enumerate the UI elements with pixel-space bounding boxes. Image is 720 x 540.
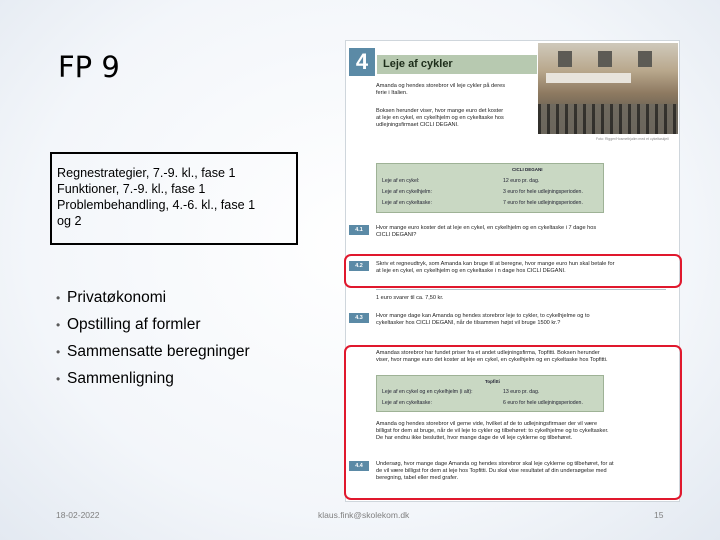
intro2-text (376, 108, 504, 130)
bullet-icon: • (56, 371, 61, 386)
topic-item (56, 338, 250, 365)
text-line: de vil være billigst for dem at leje hos Topfitti. Du skal vise resultatet af din undersøgelse med (376, 468, 607, 475)
table-cell: 12 euro pr. dag. (503, 178, 540, 184)
curriculum-line: Regnestrategier, 7.-9. kl., fase 1 (57, 166, 236, 180)
chapter-title: Leje af cykler (377, 55, 537, 74)
table-header: Topfitti (485, 379, 500, 384)
chapter-number: 4 (349, 48, 375, 76)
footer-email: klaus.fink@skolekom.dk (318, 510, 410, 520)
bikes-shape (538, 104, 678, 134)
text-line: at leje en cykel, en cykelhjelm og en cykeltaske hos (376, 115, 504, 122)
slide-title: FP 9 (58, 50, 120, 84)
text-line: beregning, tabel eller med grafer. (376, 475, 459, 482)
text-line: Skriv et regneudtryk, som Amanda kan bruge til at beregne, hvor mange euro hun skal betale for (376, 261, 615, 267)
question-text (376, 313, 590, 327)
question-number: 4.4 (349, 461, 369, 471)
text-line: billigst for dem at bruge, når de vil leje to cykler og tilbehøret: to cykelhjelme og to cykeltasker. (376, 428, 609, 435)
table-cell: Leje af en cykel og en cykelhjelm (i alt): (382, 389, 473, 395)
text-line: Amanda og hendes storebror vil gerne vide, hvilket af de to udlejningsfirmaer der vil være (376, 421, 598, 427)
intro-text (376, 83, 505, 97)
topic-label: Privatøkonomi (67, 288, 167, 306)
table-cell: 6 euro for hele udlejningsperioden. (503, 400, 583, 406)
window-shape (598, 51, 612, 67)
topic-list (56, 284, 250, 392)
topic-label: Sammensatte beregninger (67, 342, 250, 360)
price-table-cicli (376, 163, 604, 213)
text-line: at leje en cykel, en cykelhjelm og en cykeltaske i n dage hos CICLI DEGANI. (376, 268, 566, 275)
text-line: Hvor mange dage kan Amanda og hendes storebror leje to cykler, to cykelhjelme og to (376, 313, 590, 319)
table-cell: 3 euro for hele udlejningsperioden. (503, 189, 583, 195)
photo-caption: Foto: Rigger/Hosmethjalim med et cykeltaskjell (596, 137, 669, 141)
text-line: viser, hvor mange euro det koster at leje en cykel, en cykelhjelm og en cykeltaske hos Topfitti. (376, 357, 608, 364)
table-cell: Leje af en cykeltaske: (382, 200, 432, 206)
text-line: CICLI DEGANI? (376, 232, 417, 239)
text-line: Hvor mange euro koster det at leje en cykel, en cykelhjelm og en cykeltaske i 7 dage hos (376, 225, 597, 231)
table-cell: Leje af en cykeltaske: (382, 400, 432, 406)
text-line: Amanda og hendes storebror vil leje cykler på deres (376, 83, 506, 89)
text-line: Amandas storebror har fundet priser fra et andet udlejningsfirma, Topfitti. Boksen herunder (376, 350, 600, 356)
topic-label: Sammenligning (67, 369, 174, 387)
window-shape (638, 51, 652, 67)
table-header: CICLI DEGANI (512, 167, 543, 172)
curriculum-line: Problembehandling, 4.-6. kl., fase 1 (57, 198, 256, 212)
page-number: 15 (654, 510, 664, 520)
question-number: 4.3 (349, 313, 369, 323)
question-number: 4.1 (349, 225, 369, 235)
table-cell: 13 euro pr. dag. (503, 389, 540, 395)
window-shape (558, 51, 572, 67)
table-cell: Leje af en cykel: (382, 178, 420, 184)
curriculum-line: og 2 (57, 214, 82, 228)
text-line: udlejningsfirmaet CICLI DEGANI. (376, 122, 459, 129)
text-line: De har endnu ikke besluttet, hvor mange dage de vil leje cyklerne og tilbehøret. (376, 435, 573, 442)
awning-shape (546, 73, 631, 83)
topic-item (56, 284, 250, 311)
topic-label: Opstilling af formler (67, 315, 201, 333)
curriculum-line: Funktioner, 7.-9. kl., fase 1 (57, 182, 206, 196)
question-number: 4.2 (349, 261, 369, 271)
text-line: Undersøg, hvor mange dage Amanda og hendes storebror skal leje cyklerne og tilbehøret, for at (376, 461, 614, 467)
highlight-q44 (344, 345, 682, 500)
highlight-q42 (344, 254, 682, 288)
table-cell: Leje af en cykelhjelm: (382, 189, 432, 195)
divider (376, 289, 666, 290)
text-line: Boksen herunder viser, hvor mange euro det koster (376, 108, 504, 114)
text-line: cykeltasker hos CICLI DEGANI, når de tilsammen højst vil bruge 1500 kr.? (376, 320, 561, 327)
topic-item (56, 365, 250, 392)
footer-date: 18-02-2022 (56, 510, 100, 520)
curriculum-box (50, 152, 298, 245)
bullet-icon: • (56, 344, 61, 359)
question-text (376, 225, 596, 239)
bullet-icon: • (56, 317, 61, 332)
exchange-rate: 1 euro svarer til ca. 7,50 kr. (376, 295, 444, 301)
table-cell: 7 euro for hele udlejningsperioden. (503, 200, 583, 206)
bullet-icon: • (56, 290, 61, 305)
bicycle-photo (538, 43, 678, 134)
topic-item (56, 311, 250, 338)
text-line: ferie i Italien. (376, 90, 408, 97)
